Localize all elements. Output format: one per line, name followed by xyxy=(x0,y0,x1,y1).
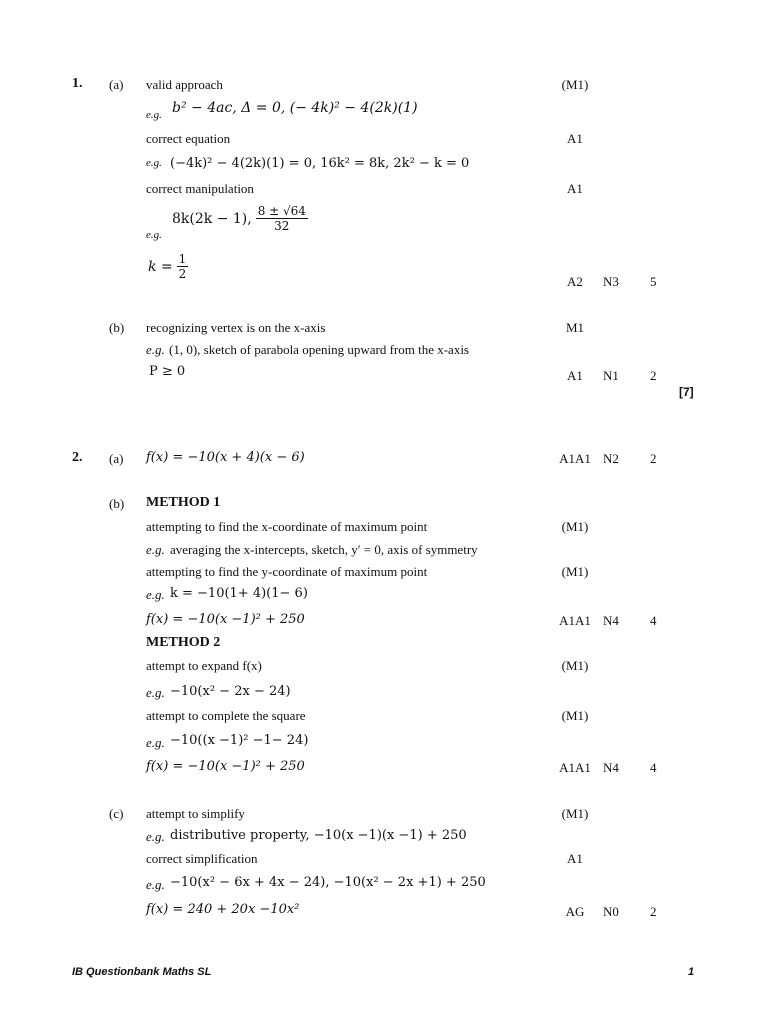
mark-2a: A1A1 xyxy=(559,451,591,466)
p-answer: P ≥ 0 xyxy=(149,364,186,379)
k-denominator: 2 xyxy=(178,267,187,281)
eg-prefix: e.g. xyxy=(146,587,165,602)
recognizing-vertex-mark: M1 xyxy=(565,320,585,335)
eg-prefix: e.g. xyxy=(146,735,165,750)
correct-equation-text: correct equation xyxy=(146,131,231,146)
recognizing-vertex-text: recognizing vertex is on the x-axis xyxy=(146,320,326,335)
eg-prefix: e.g. xyxy=(146,229,162,241)
correct-manipulation-mark: A1 xyxy=(567,181,583,196)
simplify-step-mark: (M1) xyxy=(561,806,589,821)
eg-prefix: e.g. xyxy=(146,685,165,700)
manipulation-expression xyxy=(172,204,308,233)
points-1b: 2 xyxy=(650,368,657,383)
eg-prefix: e.g. xyxy=(146,829,165,844)
discriminant-expression: b² − 4ac, Δ = 0, (− 4k)² − 4(2k)(1) xyxy=(172,100,418,116)
method1-result: f(x) = −10(x −1)² + 250 xyxy=(146,612,305,627)
method1-step2-mark: (M1) xyxy=(561,564,589,579)
simplify-example1: distributive property, −10(x −1)(x −1) + 250 xyxy=(170,828,467,843)
answer-mark-1b: A1 xyxy=(567,368,583,383)
final-n-mark: N0 xyxy=(603,904,619,919)
equation-expression: (−4k)² − 4(2k)(1) = 0, 16k² = 8k, 2k² − k = 0 xyxy=(170,156,470,171)
quadratic-formula-fraction xyxy=(256,204,308,233)
fraction-numerator: 8 ± √64 xyxy=(257,204,306,218)
k-numerator: 1 xyxy=(178,252,187,266)
method2-n-mark: N4 xyxy=(603,760,619,775)
eg-prefix: e.g. xyxy=(146,877,165,892)
final-mark-1a: A2 xyxy=(567,274,583,289)
eg-prefix: e.g. xyxy=(146,542,165,557)
n-mark-1a: N3 xyxy=(603,274,619,289)
n-mark-1b: N1 xyxy=(603,368,619,383)
method2-step2: attempt to complete the square xyxy=(146,708,306,723)
question-number-2: 2. xyxy=(72,450,83,465)
k-lhs: k = xyxy=(148,258,173,275)
method1-step2: attempting to find the y-coordinate of maximum point xyxy=(146,564,428,579)
correct-simplification-step: correct simplification xyxy=(146,851,258,866)
method1-example2: k = −10(1+ 4)(1− 6) xyxy=(170,586,308,601)
part-label-1b: (b) xyxy=(109,320,125,335)
question-total-1: [7] xyxy=(679,385,694,399)
points-1a: 5 xyxy=(650,274,657,289)
question-number-1: 1. xyxy=(72,76,83,91)
simplify-example2: −10(x² − 6x + 4x − 24), −10(x² − 2x +1) + 250 xyxy=(170,875,486,890)
correct-simplification-mark: A1 xyxy=(567,851,583,866)
method1-step1: attempting to find the x-coordinate of maximum point xyxy=(146,519,428,534)
k-solution xyxy=(148,252,188,281)
method2-step1-mark: (M1) xyxy=(561,658,589,673)
part-label-1a: (a) xyxy=(109,77,124,92)
method2-step2-mark: (M1) xyxy=(561,708,589,723)
factored-expression: 8k(2k − 1), xyxy=(172,210,252,227)
valid-approach-text: valid approach xyxy=(146,77,223,92)
method2-points: 4 xyxy=(650,760,657,775)
part-label-2c: (c) xyxy=(109,806,124,821)
method1-step1-mark: (M1) xyxy=(561,519,589,534)
final-points: 2 xyxy=(650,904,657,919)
correct-equation-mark: A1 xyxy=(567,131,583,146)
method1-example1: averaging the x-intercepts, sketch, y′ = 0, axis of symmetry xyxy=(170,542,478,557)
eg-prefix: e.g. xyxy=(146,109,162,121)
part-label-2a: (a) xyxy=(109,451,124,466)
method-1-heading: METHOD 1 xyxy=(146,495,221,510)
fraction-denominator: 32 xyxy=(274,219,290,233)
final-result-mark: AG xyxy=(565,904,585,919)
method2-result: f(x) = −10(x −1)² + 250 xyxy=(146,759,305,774)
method2-example1: −10(x² − 2x − 24) xyxy=(170,684,291,699)
factored-function: f(x) = −10(x + 4)(x − 6) xyxy=(146,450,305,465)
method-2-heading: METHOD 2 xyxy=(146,635,221,650)
method1-points: 4 xyxy=(650,613,657,628)
method2-step1: attempt to expand f(x) xyxy=(146,658,262,673)
points-2a: 2 xyxy=(650,451,657,466)
valid-approach-mark: (M1) xyxy=(561,77,589,92)
part-label-2b: (b) xyxy=(109,496,125,511)
page-number: 1 xyxy=(688,966,695,978)
method1-result-mark: A1A1 xyxy=(559,613,591,628)
method2-example2: −10((x −1)² −1− 24) xyxy=(170,733,309,748)
vertex-example-text: (1, 0), sketch of parabola opening upward from the x-axis xyxy=(169,342,469,357)
final-expanded-function: f(x) = 240 + 20x −10x² xyxy=(146,902,300,917)
n-mark-2a: N2 xyxy=(603,451,619,466)
footer-title: IB Questionbank Maths SL xyxy=(72,966,212,978)
simplify-step: attempt to simplify xyxy=(146,806,245,821)
method2-result-mark: A1A1 xyxy=(559,760,591,775)
method1-n-mark: N4 xyxy=(603,613,619,628)
eg-prefix: e.g. xyxy=(146,157,162,169)
k-fraction xyxy=(177,252,189,281)
correct-manipulation-text: correct manipulation xyxy=(146,181,254,196)
eg-prefix: e.g. xyxy=(146,342,165,357)
